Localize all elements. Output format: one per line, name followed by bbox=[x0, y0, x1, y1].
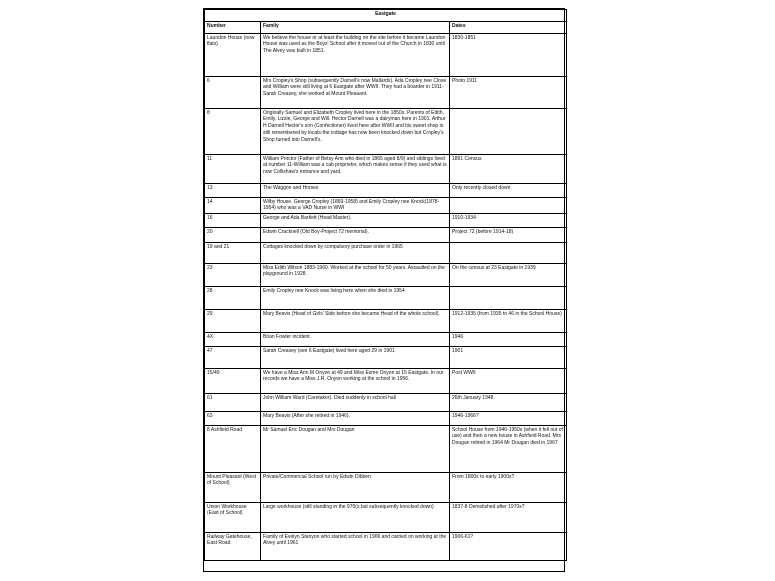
cell-dates: 1830-1851 bbox=[450, 34, 567, 77]
cell-family: Sarah Creasey (see 6 Eastgate) lived here aged 29 in 1901 bbox=[261, 347, 450, 369]
cell-dates: 1912-1935 (from 1935 to 46 in the School House) bbox=[450, 310, 567, 333]
cell-number: 8 bbox=[205, 109, 261, 155]
table-row bbox=[205, 264, 567, 287]
table-row bbox=[205, 473, 567, 503]
cell-dates: On the census at 23 Eastgate in 1939 bbox=[450, 264, 567, 287]
column-header-family: Family bbox=[261, 22, 450, 34]
table-row bbox=[205, 109, 567, 155]
cell-family: Cottages knocked down by compulsory purchase order in 1965 bbox=[261, 243, 450, 264]
cell-dates: From 1800s to early 1900s? bbox=[450, 473, 567, 503]
cell-dates: 1946 bbox=[450, 333, 567, 347]
cell-family: The Waggon and Horses bbox=[261, 184, 450, 198]
cell-family: Large workhouse (still standing in the 970(s but subsequently knocked down) bbox=[261, 503, 450, 533]
cell-family: Mr Samuel Eric Dougan and Mrs Dougan bbox=[261, 426, 450, 473]
table-row bbox=[205, 369, 567, 394]
cell-family: George and Ada Bartlett (Head Master). bbox=[261, 214, 450, 228]
table-row bbox=[205, 34, 567, 77]
table-row bbox=[205, 333, 567, 347]
table-row bbox=[205, 412, 567, 426]
cell-dates bbox=[450, 287, 567, 310]
cell-dates: Post WWII bbox=[450, 369, 567, 394]
cell-dates: 26th January 1948 bbox=[450, 394, 567, 412]
cell-dates: School House from 1946-1950s (when it fell out of use) and then a new house in Ashfield Road. Mrs Dougan retired in 1964 Mr Dougan died in 1967 bbox=[450, 426, 567, 473]
table-title: Eastgate bbox=[205, 10, 567, 22]
cell-number: 15/49 bbox=[205, 369, 261, 394]
table-row bbox=[205, 198, 567, 214]
table-row bbox=[205, 287, 567, 310]
cell-number: 14 bbox=[205, 198, 261, 214]
cell-number: Union Workhouse (East of School) bbox=[205, 503, 261, 533]
table-row bbox=[205, 228, 567, 243]
cell-family: We believe the house or at least the building on the site before it became Laundon House was used as the Boys' School after it moved out of the Church in 1830 until The Alvey was built in 1851. bbox=[261, 34, 450, 77]
cell-family: Edwin Cracknell (Old Boy-Project 72 memorial). bbox=[261, 228, 450, 243]
cell-number: 13 bbox=[205, 184, 261, 198]
cell-family: Brian Fowler incident. bbox=[261, 333, 450, 347]
cell-family: We have a Miss Ann M Onyon at 49 and Miss Esme Onyon at 15 Eastgate. In our records we have a Miss J.R. Onyon working at the school in 1956. bbox=[261, 369, 450, 394]
cell-family: Mrs Cropley's Shop (subsequently Darnell's now Mallards). Ada Cropley nee Close and William were still living at 6 Eastgate after WWII. They had a boarder in 1911-Sarah Creasey, she worked at Mount Pleasant. bbox=[261, 77, 450, 109]
cell-number: Mount Pleasant (West of School) bbox=[205, 473, 261, 503]
cell-number: 47 bbox=[205, 347, 261, 369]
table-row bbox=[205, 155, 567, 184]
table-row bbox=[205, 394, 567, 412]
cell-family: Originally Samuel and Elizabeth Cropley lived here in the 1850s. Parents of Edith, Emily, Lizzie, George and Will. Hector Darnell was a dairyman here in 1901. Arthur H Darnell Hector's son (Confectioner) lived here after WWII and his sweet shop is still remembered by locals-the cottage has now been knocked down but Cropley's Shop turned into Darnell's. bbox=[261, 109, 450, 155]
eastgate-table bbox=[204, 9, 567, 561]
cell-dates: Photo 1911 bbox=[450, 77, 567, 109]
cell-dates: 1910-1934 bbox=[450, 214, 567, 228]
cell-number: 23 bbox=[205, 264, 261, 287]
cell-dates bbox=[450, 198, 567, 214]
cell-family: Family of Evelyn Stanyon who started school in 1906 and carried on working at the Alvey until 1961 bbox=[261, 533, 450, 561]
cell-number: 28 bbox=[205, 287, 261, 310]
table-row bbox=[205, 243, 567, 264]
cell-dates: Only recently closed down bbox=[450, 184, 567, 198]
cell-family: Mary Beavis (Head of Girls' Side before she became Head of the whole school). bbox=[261, 310, 450, 333]
cell-dates: 1946-1966? bbox=[450, 412, 567, 426]
cell-family: John William Ward (Caretaker). Died suddenly in school hall bbox=[261, 394, 450, 412]
document-page bbox=[203, 8, 565, 572]
cell-dates: 1901 bbox=[450, 347, 567, 369]
cell-dates bbox=[450, 243, 567, 264]
cell-family: Emily Cropley nee Knock was living here when she died in 1954 bbox=[261, 287, 450, 310]
cell-family: William Proctor (Father of Betsy Ann who died in 1865 aged 8/9) and siblings lived at number 11-William was a cab proprietor, which makes sense if they used what is now Collishaw's entrance and yard. bbox=[261, 155, 450, 184]
cell-number: 61 bbox=[205, 394, 261, 412]
cell-number: 11 bbox=[205, 155, 261, 184]
cell-number: Laundon House (now flats) bbox=[205, 34, 261, 77]
cell-number: 6 bbox=[205, 77, 261, 109]
cell-number: 19 and 21 bbox=[205, 243, 261, 264]
cell-number: 29 bbox=[205, 310, 261, 333]
cell-dates: 1891 Census bbox=[450, 155, 567, 184]
cell-family: Wilby House. George Cropley (1869-1958) and Emily Cropley nee Knock(1878-1954) who was a VAD Nurse in WWI bbox=[261, 198, 450, 214]
cell-dates: 1837-8 Demolished after 1970s? bbox=[450, 503, 567, 533]
cell-number: 8 Ashfield Road bbox=[205, 426, 261, 473]
cell-number: 16 bbox=[205, 214, 261, 228]
table-row bbox=[205, 77, 567, 109]
cell-number: 20 bbox=[205, 228, 261, 243]
column-header-dates: Dates bbox=[450, 22, 567, 34]
table-row bbox=[205, 347, 567, 369]
cell-number: Railway Gatehouse, East Road bbox=[205, 533, 261, 561]
cell-family: Private/Commercial School run by Edwin Dibben bbox=[261, 473, 450, 503]
cell-dates: Project 72 (before 1914-18) bbox=[450, 228, 567, 243]
cell-family: Mary Beavis (After she retired in 1946). bbox=[261, 412, 450, 426]
table-row bbox=[205, 503, 567, 533]
cell-dates: 1906-61? bbox=[450, 533, 567, 561]
cell-family: Miss Edith Wilson 1883-1960. Worked at the school for 50 years. Assaulted on the playground in 1928. bbox=[261, 264, 450, 287]
table-row bbox=[205, 533, 567, 561]
cell-dates bbox=[450, 109, 567, 155]
table-row bbox=[205, 426, 567, 473]
table-row bbox=[205, 310, 567, 333]
table-row bbox=[205, 184, 567, 198]
cell-number: 63 bbox=[205, 412, 261, 426]
column-header-number: Number bbox=[205, 22, 261, 34]
cell-number: 4X bbox=[205, 333, 261, 347]
table-row bbox=[205, 214, 567, 228]
